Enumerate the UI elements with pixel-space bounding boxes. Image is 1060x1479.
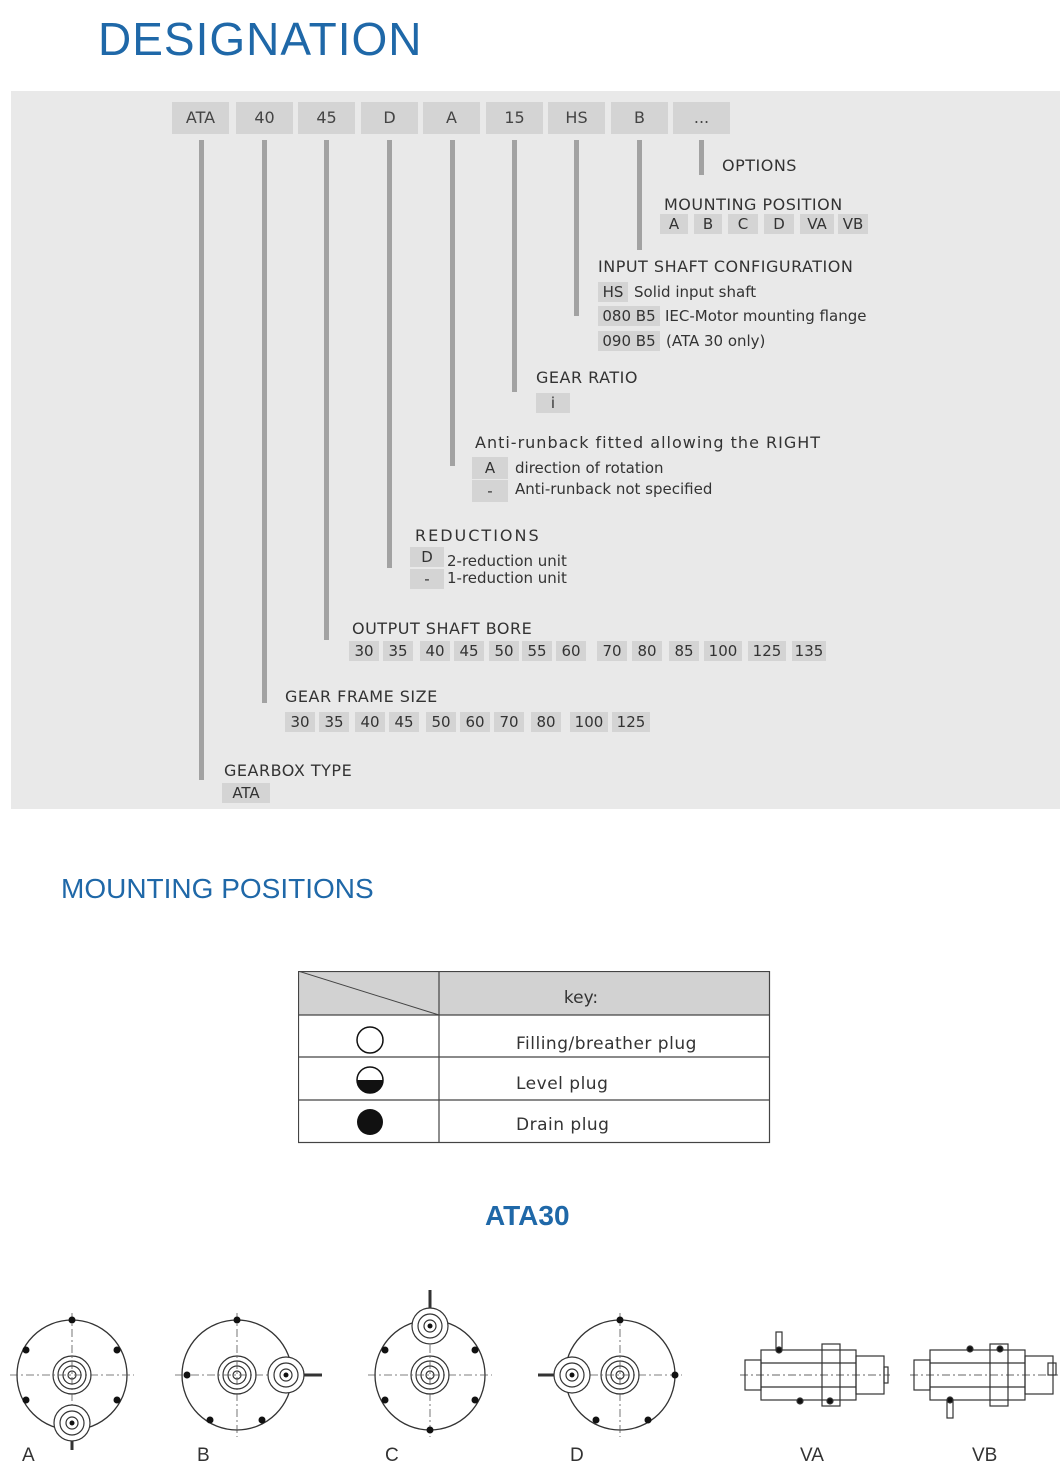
anti-runback-desc: Anti-runback not specified bbox=[515, 480, 713, 498]
code-box-shaft-bore: 45 bbox=[298, 102, 355, 134]
position-label-va: VA bbox=[800, 1445, 824, 1466]
open-circle-icon bbox=[357, 1027, 383, 1053]
bore-chip: 50 bbox=[489, 641, 519, 661]
leader-line-frame-size bbox=[262, 140, 267, 703]
leader-line-anti-runback bbox=[450, 140, 455, 466]
mounting-position-chip: A bbox=[660, 214, 688, 234]
mounting-position-chip: VB bbox=[838, 214, 868, 234]
code-box-gearbox-type: ATA bbox=[172, 102, 229, 134]
leader-line-shaft-bore bbox=[324, 140, 329, 640]
anti-runback-code: - bbox=[472, 480, 508, 502]
key-label-drain: Drain plug bbox=[516, 1115, 610, 1135]
mounting-position-chip: VA bbox=[800, 214, 834, 234]
mounting-position-vb-drawing bbox=[910, 1344, 1058, 1418]
mounting-positions-title: MOUNTING POSITIONS bbox=[61, 873, 374, 904]
mounting-position-chip: D bbox=[764, 214, 794, 234]
bore-chip: 55 bbox=[522, 641, 552, 661]
mounting-position-a-drawing bbox=[10, 1313, 134, 1450]
reductions-desc: 1-reduction unit bbox=[447, 569, 567, 587]
model-title: ATA30 bbox=[485, 1200, 570, 1231]
half-filled-circle-icon-fill bbox=[357, 1080, 383, 1093]
mounting-position-c-drawing bbox=[368, 1290, 492, 1437]
bore-chip: 125 bbox=[748, 641, 786, 661]
bore-chip: 100 bbox=[704, 641, 742, 661]
input-shaft-code: 090 B5 bbox=[598, 331, 660, 351]
bore-chip: 30 bbox=[349, 641, 379, 661]
mounting-position-va-drawing bbox=[740, 1332, 890, 1406]
reductions-code: D bbox=[410, 547, 444, 567]
bore-chip: 80 bbox=[632, 641, 662, 661]
mounting-position-d-drawing bbox=[538, 1313, 682, 1437]
code-box-gear-ratio: 15 bbox=[486, 102, 543, 134]
gear-ratio-label: GEAR RATIO bbox=[536, 368, 638, 387]
frame-size-chip: 100 bbox=[570, 712, 608, 732]
frame-size-chip: 35 bbox=[319, 712, 349, 732]
code-box-reductions: D bbox=[361, 102, 418, 134]
input-shaft-desc: Solid input shaft bbox=[634, 283, 757, 301]
leader-line-input-shaft bbox=[574, 140, 579, 316]
filled-circle-icon bbox=[357, 1109, 383, 1135]
position-label-a: A bbox=[22, 1445, 35, 1466]
frame-size-chip: 45 bbox=[389, 712, 419, 732]
code-box-input-shaft: HS bbox=[548, 102, 605, 134]
bore-chip: 35 bbox=[383, 641, 413, 661]
anti-runback-desc: direction of rotation bbox=[515, 459, 664, 477]
key-table-header: key: bbox=[563, 988, 599, 1008]
anti-runback-code: A bbox=[472, 457, 508, 479]
position-label-vb: VB bbox=[972, 1445, 998, 1466]
reductions-desc: 2-reduction unit bbox=[447, 552, 567, 570]
frame-size-chip: 40 bbox=[355, 712, 385, 732]
leader-line-gearbox-type bbox=[199, 140, 204, 780]
options-label: OPTIONS bbox=[722, 156, 797, 175]
gear-frame-size-label: GEAR FRAME SIZE bbox=[285, 687, 438, 706]
gearbox-type-label: GEARBOX TYPE bbox=[224, 761, 353, 780]
input-shaft-desc: IEC-Motor mounting flange bbox=[665, 307, 867, 325]
page-title: DESIGNATION bbox=[98, 13, 423, 65]
code-box-mounting-position: B bbox=[611, 102, 668, 134]
input-shaft-label: INPUT SHAFT CONFIGURATION bbox=[598, 257, 854, 276]
frame-size-chip: 70 bbox=[494, 712, 524, 732]
leader-line-gear-ratio bbox=[512, 140, 517, 392]
frame-size-chip: 30 bbox=[285, 712, 315, 732]
anti-runback-label: Anti-runback fitted allowing the RIGHT bbox=[475, 433, 822, 452]
reductions-code: - bbox=[410, 569, 444, 589]
gear-ratio-chip: i bbox=[536, 393, 570, 413]
position-label-d: D bbox=[570, 1445, 584, 1466]
reductions-label: REDUCTIONS bbox=[415, 526, 541, 545]
bore-chip: 70 bbox=[597, 641, 627, 661]
mounting-position-b-drawing bbox=[175, 1313, 322, 1437]
bore-chip: 40 bbox=[420, 641, 450, 661]
input-shaft-code: 080 B5 bbox=[598, 306, 660, 326]
bore-chip: 135 bbox=[792, 641, 826, 661]
frame-size-chip: 50 bbox=[426, 712, 456, 732]
frame-size-chip: 80 bbox=[531, 712, 561, 732]
input-shaft-code: HS bbox=[598, 282, 628, 302]
key-label-filling: Filling/breather plug bbox=[516, 1034, 697, 1054]
leader-line-options bbox=[699, 140, 704, 175]
mounting-position-label: MOUNTING POSITION bbox=[664, 195, 843, 214]
output-shaft-bore-label: OUTPUT SHAFT BORE bbox=[352, 619, 533, 638]
mounting-position-chip: C bbox=[728, 214, 758, 234]
leader-line-mounting-position bbox=[637, 140, 642, 250]
position-label-c: C bbox=[385, 1445, 399, 1466]
key-label-level: Level plug bbox=[516, 1074, 609, 1094]
code-box-anti-runback: A bbox=[423, 102, 480, 134]
frame-size-chip: 60 bbox=[460, 712, 490, 732]
position-label-b: B bbox=[197, 1445, 210, 1466]
code-box-frame-size: 40 bbox=[236, 102, 293, 134]
bore-chip: 85 bbox=[669, 641, 699, 661]
gearbox-type-chip: ATA bbox=[222, 783, 270, 803]
leader-line-reductions bbox=[387, 140, 392, 568]
input-shaft-desc: (ATA 30 only) bbox=[666, 332, 766, 350]
bore-chip: 60 bbox=[556, 641, 586, 661]
mounting-position-chip: B bbox=[694, 214, 722, 234]
bore-chip: 45 bbox=[454, 641, 484, 661]
code-box-options: ... bbox=[673, 102, 730, 134]
key-table bbox=[298, 971, 771, 1144]
mounting-drawings bbox=[0, 1280, 1060, 1450]
frame-size-chip: 125 bbox=[612, 712, 650, 732]
